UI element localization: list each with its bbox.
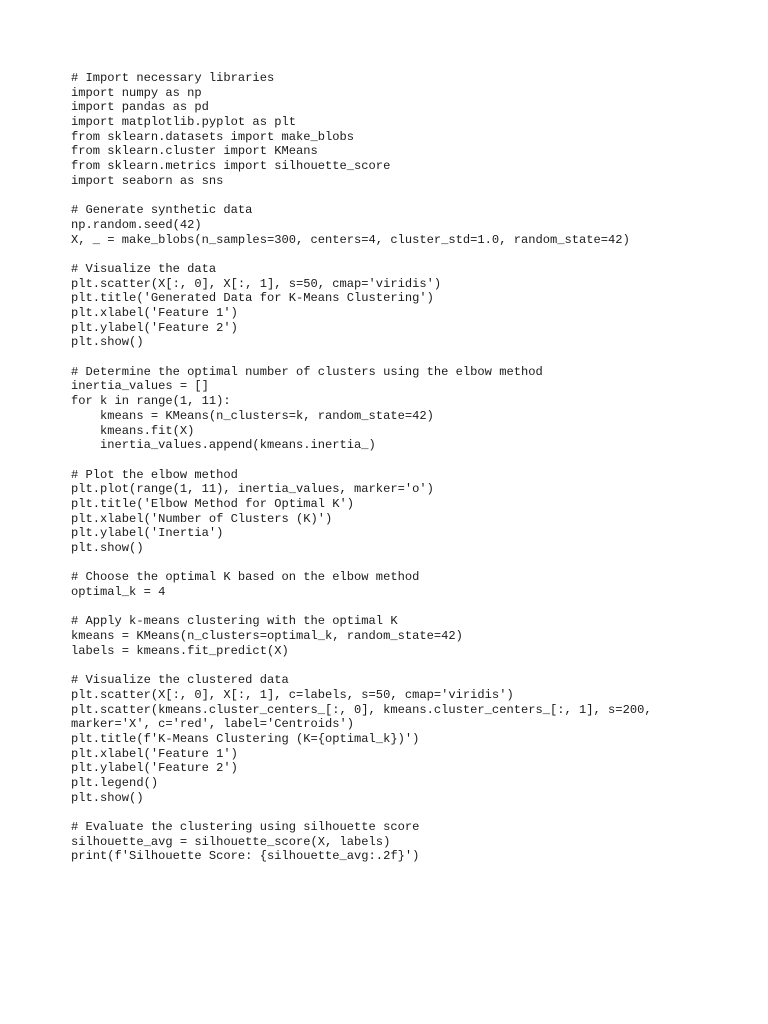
code-line: from sklearn.metrics import silhouette_score xyxy=(71,159,391,174)
code-line: for k in range(1, 11): xyxy=(71,394,231,409)
code-line: print(f'Silhouette Score: {silhouette_avg:.2f}') xyxy=(71,849,420,864)
code-line: # Choose the optimal K based on the elbow method xyxy=(71,570,420,585)
code-line: plt.scatter(kmeans.cluster_centers_[:, 0], kmeans.cluster_centers_[:, 1], s=200, xyxy=(71,702,652,717)
code-line: plt.title('Generated Data for K-Means Clustering') xyxy=(71,291,434,306)
code-line: labels = kmeans.fit_predict(X) xyxy=(71,643,289,658)
code-line: import numpy as np xyxy=(71,85,202,100)
code-line: silhouette_avg = silhouette_score(X, labels) xyxy=(71,834,391,849)
code-line: X, _ = make_blobs(n_samples=300, centers=4, cluster_std=1.0, random_state=42) xyxy=(71,232,630,247)
code-line xyxy=(71,805,652,820)
code-line: # Visualize the clustered data xyxy=(71,673,289,688)
code-line: plt.xlabel('Feature 1') xyxy=(71,306,238,320)
code-line: from sklearn.datasets import make_blobs xyxy=(71,129,355,144)
code-line: np.random.seed(42) xyxy=(71,217,202,232)
code-line: plt.ylabel('Feature 2') xyxy=(71,761,238,776)
code-line: plt.show() xyxy=(71,335,144,350)
code-line: import seaborn as sns xyxy=(71,173,224,188)
code-line: # Visualize the data xyxy=(71,261,217,276)
code-block xyxy=(71,71,652,864)
code-line: plt.show() xyxy=(71,790,144,805)
code-line: plt.title(f'K-Means Clustering (K={optimal_k})') xyxy=(71,731,420,746)
code-line xyxy=(71,453,652,468)
code-line: inertia_values = [] xyxy=(71,379,209,394)
code-line xyxy=(71,659,652,674)
code-line: # Determine the optimal number of clusters using the elbow method xyxy=(71,364,543,379)
code-line: plt.scatter(X[:, 0], X[:, 1], c=labels, s=50, cmap='viridis') xyxy=(71,687,514,702)
code-line: plt.scatter(X[:, 0], X[:, 1], s=50, cmap='viridis') xyxy=(71,276,442,291)
code-line xyxy=(71,600,652,615)
code-line: kmeans = KMeans(n_clusters=optimal_k, random_state=42) xyxy=(71,629,463,644)
code-line: plt.legend() xyxy=(71,776,159,790)
code-line: import pandas as pd xyxy=(71,100,209,115)
code-line: # Import necessary libraries xyxy=(71,71,275,85)
code-line: # Apply k-means clustering with the optimal K xyxy=(71,614,398,629)
code-line: # Evaluate the clustering using silhouette score xyxy=(71,820,420,835)
code-line: plt.plot(range(1, 11), inertia_values, marker='o') xyxy=(71,482,434,497)
code-line: import matplotlib.pyplot as plt xyxy=(71,115,296,130)
code-line: optimal_k = 4 xyxy=(71,585,166,600)
code-line: plt.ylabel('Inertia') xyxy=(71,526,224,541)
code-line: plt.xlabel('Number of Clusters (K)') xyxy=(71,511,333,526)
code-line xyxy=(71,189,652,204)
code-line: kmeans = KMeans(n_clusters=k, random_state=42) xyxy=(71,408,434,423)
code-line xyxy=(71,350,652,365)
code-line: plt.ylabel('Feature 2') xyxy=(71,320,238,335)
code-line: marker='X', c='red', label='Centroids') xyxy=(71,717,355,732)
code-line: plt.show() xyxy=(71,541,144,555)
code-line: # Plot the elbow method xyxy=(71,467,238,482)
code-line: from sklearn.cluster import KMeans xyxy=(71,144,318,159)
code-line: kmeans.fit(X) xyxy=(71,423,195,438)
code-line: plt.title('Elbow Method for Optimal K') xyxy=(71,496,355,511)
code-line xyxy=(71,247,652,262)
code-line: inertia_values.append(kmeans.inertia_) xyxy=(71,438,376,453)
code-line xyxy=(71,556,652,571)
code-line: # Generate synthetic data xyxy=(71,203,253,218)
code-line: plt.xlabel('Feature 1') xyxy=(71,746,238,761)
